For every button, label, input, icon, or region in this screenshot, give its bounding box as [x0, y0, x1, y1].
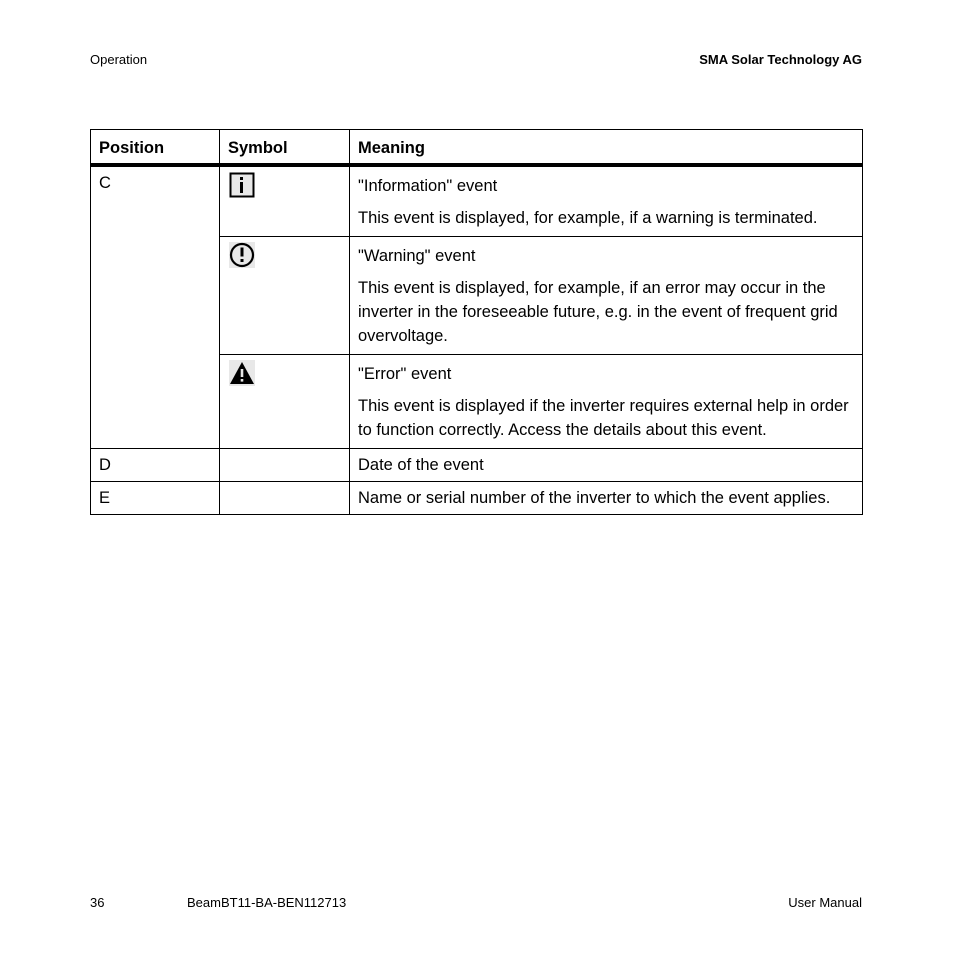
table-row: [91, 165, 863, 237]
footer-document-type: User Manual: [788, 895, 862, 910]
table-header-row: [91, 130, 863, 166]
meaning-cell: [350, 165, 863, 237]
position-cell: E: [91, 482, 220, 515]
meaning-cell: [350, 482, 863, 515]
column-header-symbol: Symbol: [220, 130, 350, 166]
event-description: Name or serial number of the inverter to which the event applies.: [358, 489, 831, 507]
footer-page-number: 36: [90, 895, 105, 910]
table-row: [91, 449, 863, 482]
event-title: "Warning" event: [358, 247, 476, 265]
event-description: This event is displayed, for example, if an error may occur in the inverter in the foreseeable future, e.g. in the event of frequent grid overvoltage.: [358, 279, 838, 345]
footer-document-code: BeamBT11-BA-BEN112713: [187, 895, 347, 910]
header-section-title: Operation: [90, 52, 148, 67]
header-company-name: SMA Solar Technology AG: [699, 52, 862, 67]
symbol-cell: [220, 237, 350, 355]
position-cell: C: [91, 165, 220, 449]
error-icon: [228, 359, 256, 387]
position-cell: D: [91, 449, 220, 482]
symbol-cell: [220, 355, 350, 449]
symbol-cell: [220, 449, 350, 482]
table-row: [91, 482, 863, 515]
symbol-cell: [220, 482, 350, 515]
column-header-position: Position: [91, 130, 220, 166]
event-description: This event is displayed, for example, if a warning is terminated.: [358, 209, 818, 227]
event-description: Date of the event: [358, 456, 484, 474]
meaning-cell: [350, 449, 863, 482]
meaning-cell: [350, 237, 863, 355]
event-description: This event is displayed if the inverter requires external help in order to function correctly. Access the details about this event.: [358, 397, 849, 439]
meaning-cell: [350, 355, 863, 449]
event-title: "Information" event: [358, 177, 498, 195]
symbol-cell: [220, 165, 350, 237]
event-symbols-table: [90, 129, 863, 515]
warning-icon: [228, 241, 256, 269]
column-header-meaning: Meaning: [350, 130, 863, 166]
information-icon: [228, 171, 256, 199]
event-title: "Error" event: [358, 365, 452, 383]
